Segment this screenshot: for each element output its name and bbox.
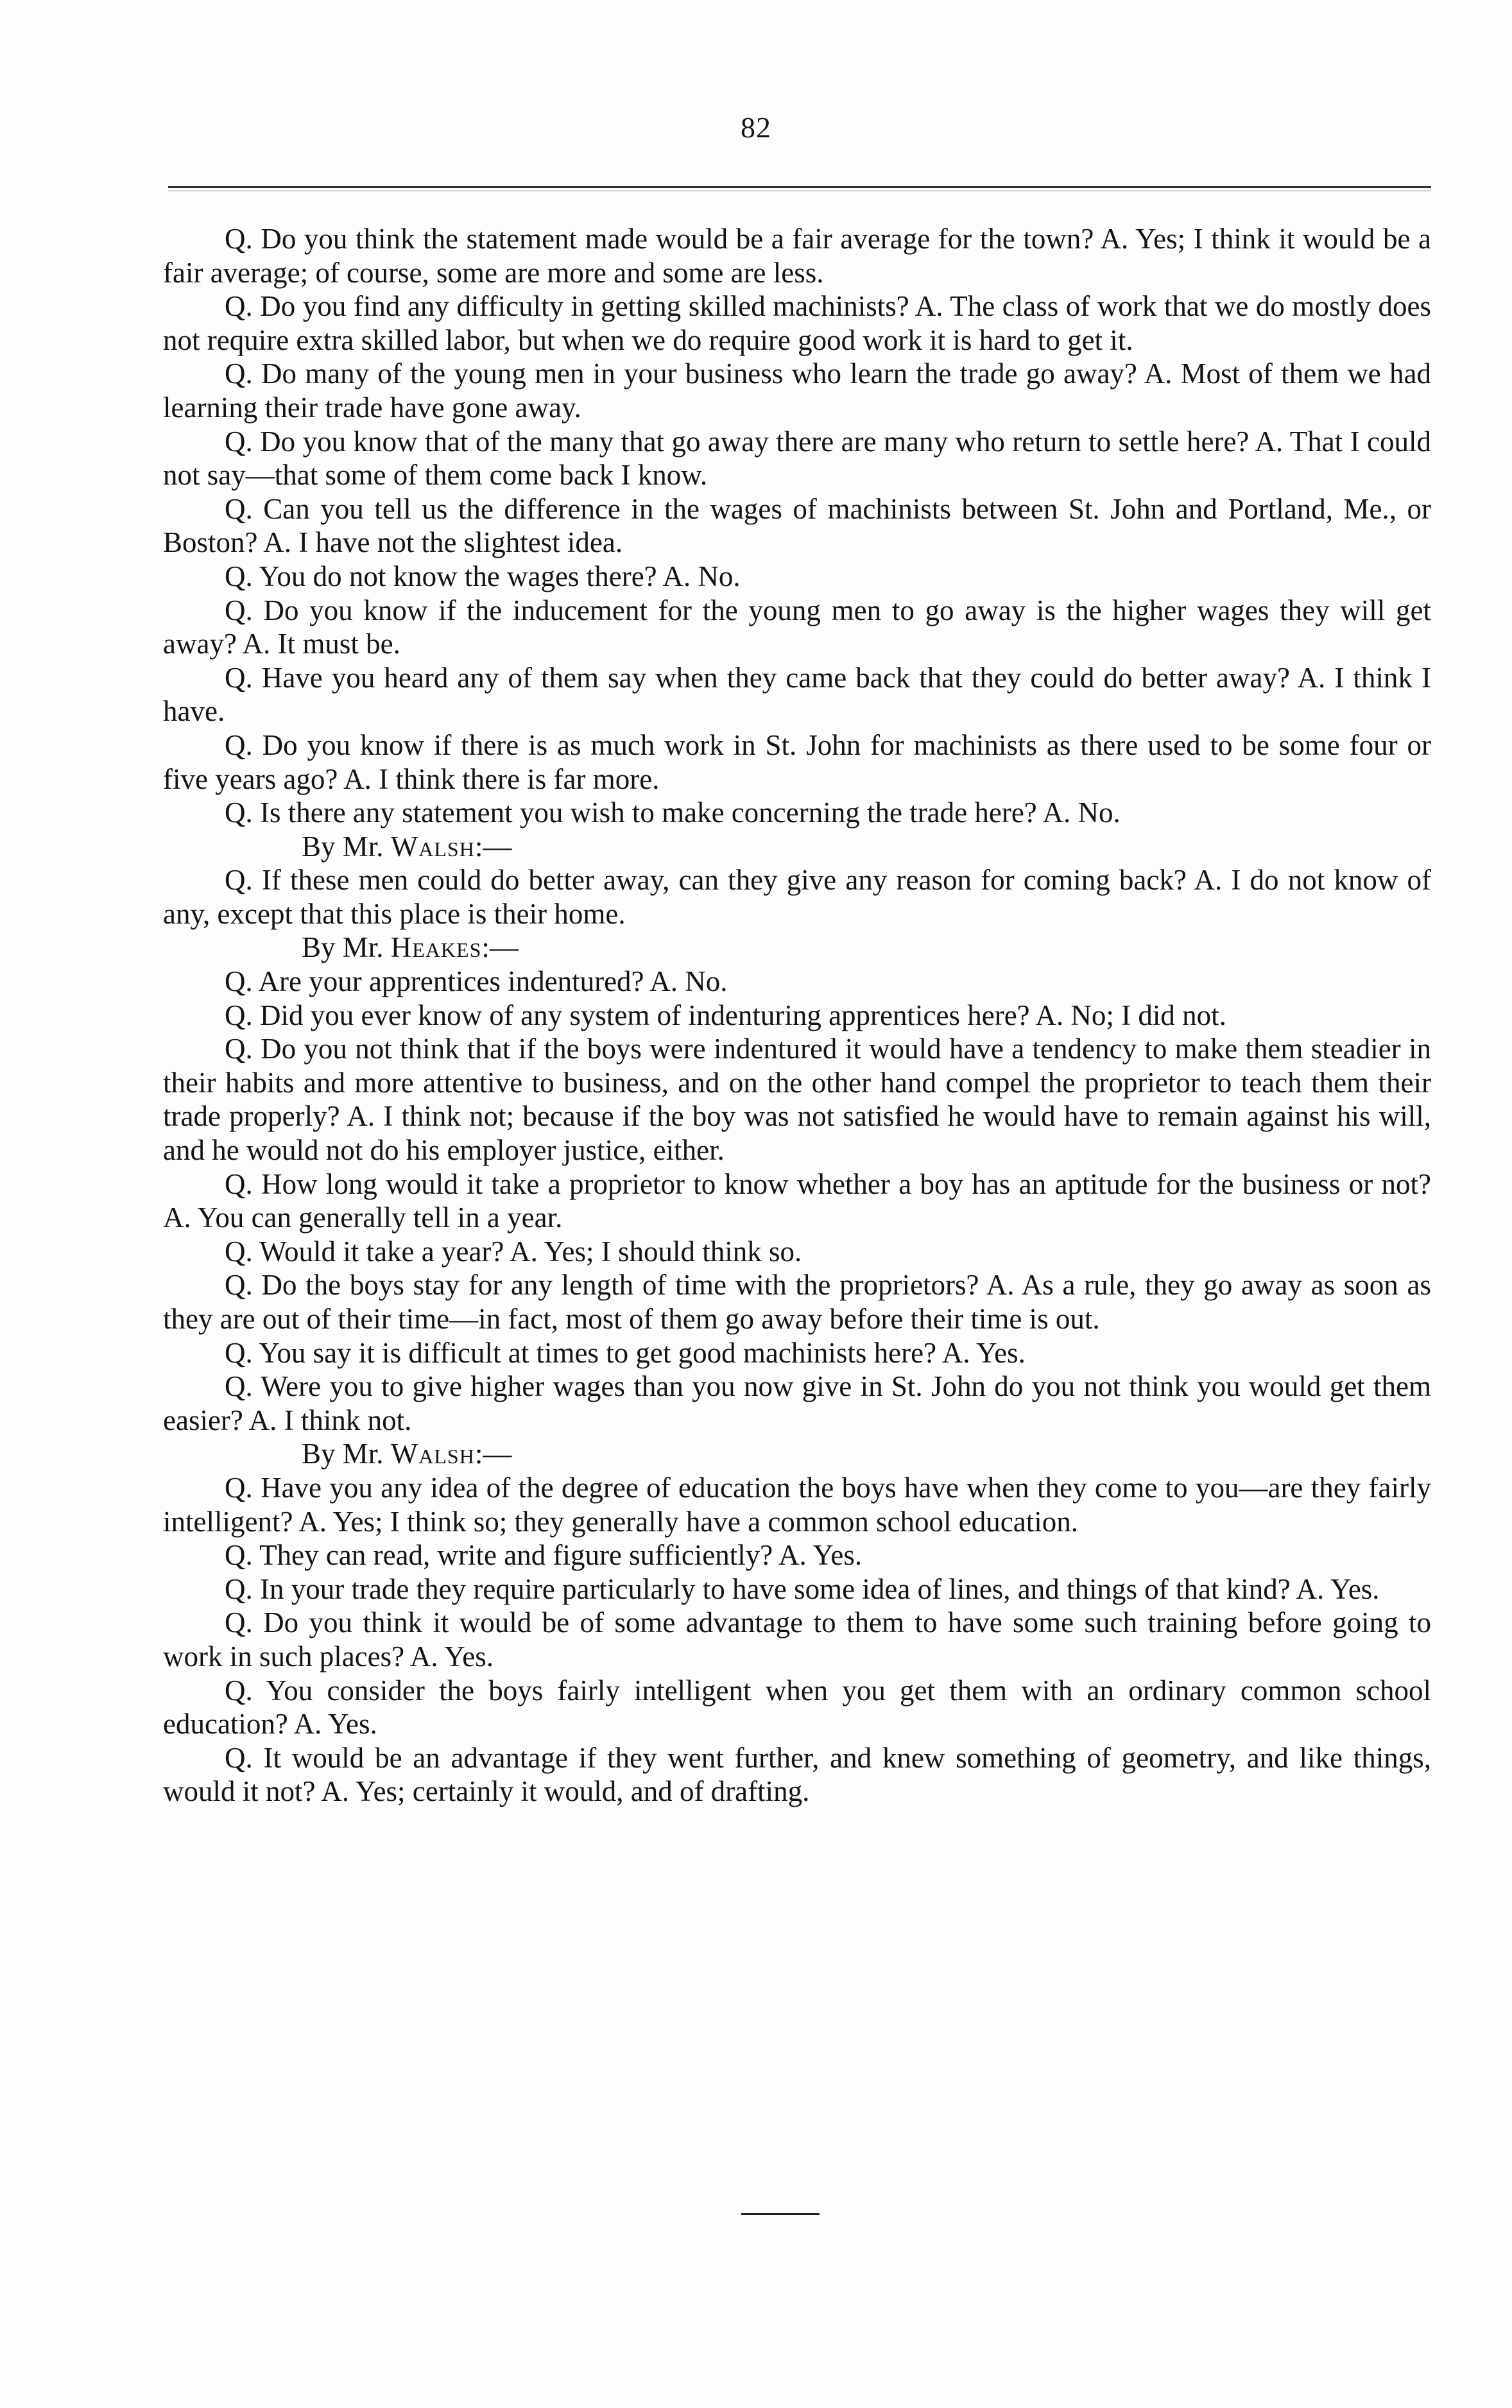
- qa-paragraph: Q. Have you any idea of the degree of education the boys have when they come to you—are they fairly intelligent? A. Yes; I think so; they generally have a common school education.: [163, 1471, 1431, 1538]
- qa-paragraph: Q. Do you not think that if the boys were indentured it would have a tendency to make them steadier in their habits and more attentive to business, and on the other hand compel the proprietor to teach them their trade properly? A. I think not; because if the boy was not satisfied he would have to remain against his will, and he would not do his employer justice, either.: [163, 1033, 1431, 1167]
- speaker-suffix: :—: [474, 830, 512, 863]
- qa-paragraph: Q. You say it is difficult at times to get good machinists here? A. Yes.: [225, 1336, 1026, 1369]
- speaker-suffix: :—: [481, 931, 519, 964]
- speaker-suffix: :—: [474, 1438, 512, 1470]
- speaker-prefix: By Mr.: [302, 931, 391, 964]
- qa-paragraph: Q. Are your apprentices indentured? A. No.: [225, 965, 728, 998]
- qa-paragraph: Q. Is there any statement you wish to make concerning the trade here? A. No.: [225, 796, 1121, 829]
- speaker-name: Walsh: [390, 1438, 475, 1470]
- speaker-heading: [163, 1437, 1431, 1471]
- qa-paragraph: Q. Do you find any difficulty in getting skilled machinists? A. The class of work that we do mostly does not require extra skilled labor, but when we do require good work it is hard to get it.: [163, 290, 1431, 356]
- qa-paragraph: Q. Can you tell us the difference in the wages of machinists between St. John and Portland, Me., or Boston? A. I have not the slightest idea.: [163, 492, 1431, 559]
- qa-paragraph: Q. Have you heard any of them say when they came back that they could do better away? A. I think I have.: [163, 661, 1431, 728]
- speaker-name: Walsh: [390, 830, 475, 863]
- speaker-heading: [163, 931, 1431, 965]
- qa-paragraph: Q. They can read, write and figure sufficiently? A. Yes.: [225, 1539, 863, 1572]
- speaker-prefix: By Mr.: [302, 830, 391, 863]
- qa-paragraph: Q. Do you know if the inducement for the young men to go away is the higher wages they will get away? A. It must be.: [163, 594, 1431, 660]
- page-number: 82: [741, 111, 771, 144]
- qa-paragraph: Q. If these men could do better away, can they give any reason for coming back? A. I do not know of any, except that this place is their home.: [163, 864, 1431, 930]
- qa-paragraph: Q. Did you ever know of any system of indenturing apprentices here? A. No; I did not.: [225, 999, 1226, 1031]
- header-rule: [168, 186, 1431, 188]
- qa-paragraph: Q. Do you think the statement made would be a fair average for the town? A. Yes; I think it would be a fair average; of course, some are more and some are less.: [163, 223, 1431, 289]
- footer-rule: [741, 2213, 820, 2215]
- qa-paragraph: Q. Do many of the young men in your business who learn the trade go away? A. Most of them we had learning their trade have gone away.: [163, 357, 1431, 424]
- speaker-heading: [163, 830, 1431, 864]
- testimony-text: [163, 222, 1431, 1809]
- qa-paragraph: Q. It would be an advantage if they went further, and knew something of geometry, and like things, would it not? A. Yes; certainly it would, and of drafting.: [163, 1741, 1431, 1808]
- qa-paragraph: Q. In your trade they require particularly to have some idea of lines, and things of that kind? A. Yes.: [225, 1572, 1380, 1605]
- qa-paragraph: Q. Were you to give higher wages than you now give in St. John do you not think you would get them easier? A. I think not.: [163, 1370, 1431, 1436]
- qa-paragraph: Q. Do you think it would be of some advantage to them to have some such training before going to work in such places? A. Yes.: [163, 1606, 1431, 1673]
- qa-paragraph: Q. Do the boys stay for any length of time with the proprietors? A. As a rule, they go away as soon as they are out of their time—in fact, most of them go away before their time is out.: [163, 1269, 1431, 1335]
- qa-paragraph: Q. You do not know the wages there? A. No.: [225, 560, 741, 592]
- speaker-name: Heakes: [390, 931, 482, 964]
- qa-paragraph: Q. Do you know if there is as much work in St. John for machinists as there used to be some four or five years ago? A. I think there is far more.: [163, 728, 1431, 795]
- speaker-prefix: By Mr.: [302, 1438, 391, 1470]
- qa-paragraph: Q. How long would it take a proprietor to know whether a boy has an aptitude for the business or not? A. You can generally tell in a year.: [163, 1167, 1431, 1234]
- qa-paragraph: Q. Would it take a year? A. Yes; I should think so.: [225, 1235, 802, 1268]
- qa-paragraph: Q. You consider the boys fairly intelligent when you get them with an ordinary common school education? A. Yes.: [163, 1674, 1431, 1741]
- qa-paragraph: Q. Do you know that of the many that go away there are many who return to settle here? A. That I could not say—that some of them come back I know.: [163, 425, 1431, 492]
